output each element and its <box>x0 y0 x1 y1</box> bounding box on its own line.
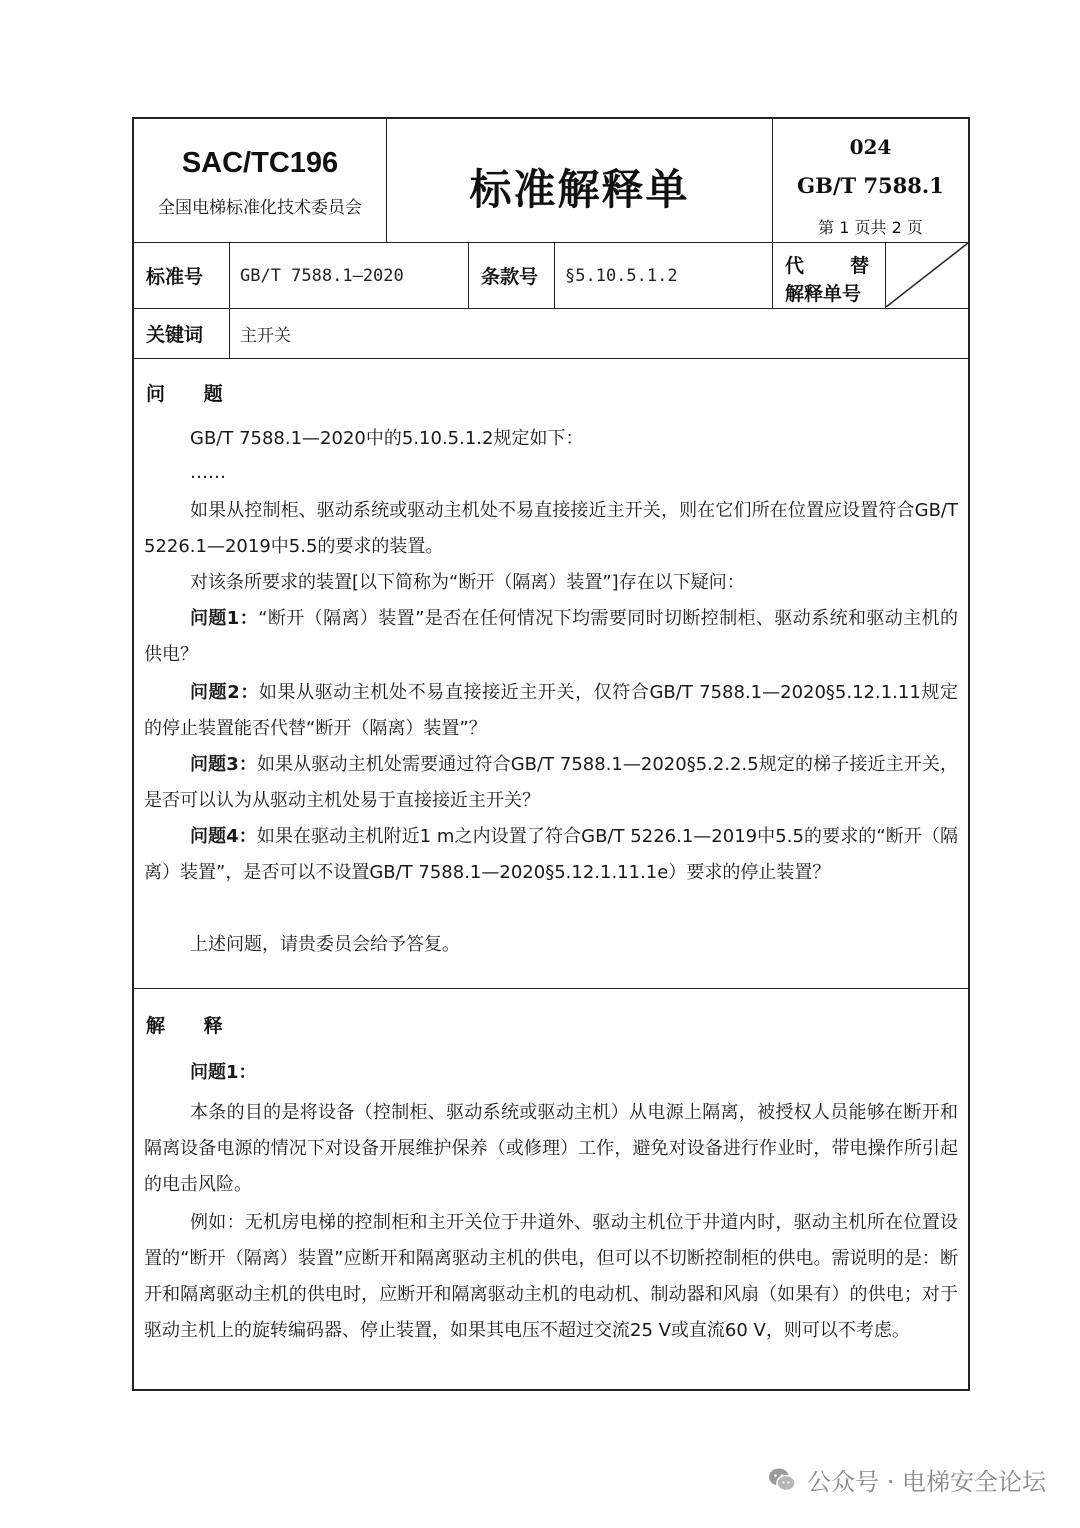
question-item-2 <box>144 675 958 747</box>
q4-text: 如果在驱动主机附近1 m之内设置了符合GB/T 5226.1—2019中5.5的要求的“断开（隔离）装置”，是否可以不设置GB/T 7588.1—2020§5.12.1.11.1e）要求的停止装置？ <box>144 826 958 883</box>
replace-label <box>773 243 886 308</box>
replace-label-line-2: 解释单号 <box>785 283 862 305</box>
q4-label: 问题4： <box>190 826 257 847</box>
answer-para-2: 例如：无机房电梯的控制柜和主开关位于井道外、驱动主机位于井道内时，驱动主机所在位置设置的“断开（隔离）装置”应断开和隔离驱动主机的供电，但可以不切断控制柜的供电。需说明的是：断开和隔离驱动主机的供电时，应断开和隔离驱动主机的电动机、制动器和风扇（如果有）的供电；对于驱动主机上的旋转编码器、停止装置，如果其电压不超过交流25 V或直流60 V，则可以不考虑。 <box>144 1212 958 1341</box>
page-info: 第 1 页共 2 页 <box>818 218 923 237</box>
q2-label: 问题2： <box>190 682 259 703</box>
header-row <box>134 119 968 243</box>
title-cell <box>387 119 773 242</box>
clause-label: 条款号 <box>469 243 555 308</box>
answer-item-1 <box>144 1055 958 1091</box>
question-para-4: 对该条所要求的装置[以下简称为“断开（隔离）装置”]存在以下疑问： <box>190 572 745 593</box>
question-para-3: 如果从控制柜、驱动系统或驱动主机处不易直接接近主开关，则在它们所在位置应设置符合GB/T 5226.1—2019中5.5的要求的装置。 <box>144 500 958 557</box>
standard-value: GB/T 7588.1—2020 <box>230 243 469 308</box>
watermark <box>767 1462 1046 1497</box>
question-item-1 <box>144 601 958 673</box>
q2-text: 如果从驱动主机处不易直接接近主开关，仅符合GB/T 7588.1—2020§5.12.1.11规定的停止装置能否代替“断开（隔离）装置”？ <box>144 682 958 739</box>
a1-label: 问题1： <box>190 1062 257 1083</box>
serial-number: 024 <box>849 135 892 159</box>
q1-text: “断开（隔离）装置”是否在任何情况下均需要同时切断控制柜、驱动系统和驱动主机的供电？ <box>144 608 958 665</box>
q1-label: 问题1： <box>190 608 259 629</box>
answer-para-1: 本条的目的是将设备（控制柜、驱动系统或驱动主机）从电源上隔离，被授权人员能够在断开和隔离设备电源的情况下对设备开展维护保养（或修理）工作，避免对设备进行作业时，带电操作所引起的电击风险。 <box>144 1102 958 1195</box>
org-cell <box>134 119 387 242</box>
q3-text: 如果从驱动主机处需要通过符合GB/T 7588.1—2020§5.2.2.5规定的梯子接近主开关，是否可以认为从驱动主机处易于直接接近主开关？ <box>144 754 958 811</box>
keyword-row <box>134 309 968 359</box>
keyword-label: 关键词 <box>134 309 230 358</box>
standard-code: GB/T 7588.1 <box>797 173 944 198</box>
keyword-value: 主开关 <box>240 326 291 346</box>
question-para-2: …… <box>190 462 226 483</box>
q3-label: 问题3： <box>190 754 258 775</box>
empty-cell-slash <box>886 243 968 307</box>
replace-value-empty <box>886 243 968 308</box>
question-closing: 上述问题，请贵委员会给予答复。 <box>190 934 460 955</box>
info-row <box>134 243 968 309</box>
question-item-3 <box>144 747 958 819</box>
org-name: 全国电梯标准化技术委员会 <box>158 198 362 218</box>
page-title: 标准解释单 <box>469 165 690 214</box>
standard-label: 标准号 <box>134 243 230 308</box>
serial-cell <box>773 119 968 242</box>
org-code: SAC/TC196 <box>181 147 339 179</box>
clause-value: §5.10.5.1.2 <box>555 243 773 308</box>
replace-label-char-2: 替 <box>849 255 869 277</box>
interpretation-sheet <box>132 117 970 1391</box>
replace-label-char-1: 代 <box>785 255 805 277</box>
watermark-text: 公众号 · 电梯安全论坛 <box>807 1468 1046 1496</box>
question-section <box>134 359 968 989</box>
answer-heading: 解 释 <box>146 1015 239 1037</box>
question-heading: 问 题 <box>146 383 239 405</box>
question-item-4 <box>144 819 958 891</box>
wechat-icon <box>767 1465 797 1495</box>
question-para-1: GB/T 7588.1—2020中的5.10.5.1.2规定如下： <box>190 428 584 449</box>
answer-section <box>134 989 968 1389</box>
